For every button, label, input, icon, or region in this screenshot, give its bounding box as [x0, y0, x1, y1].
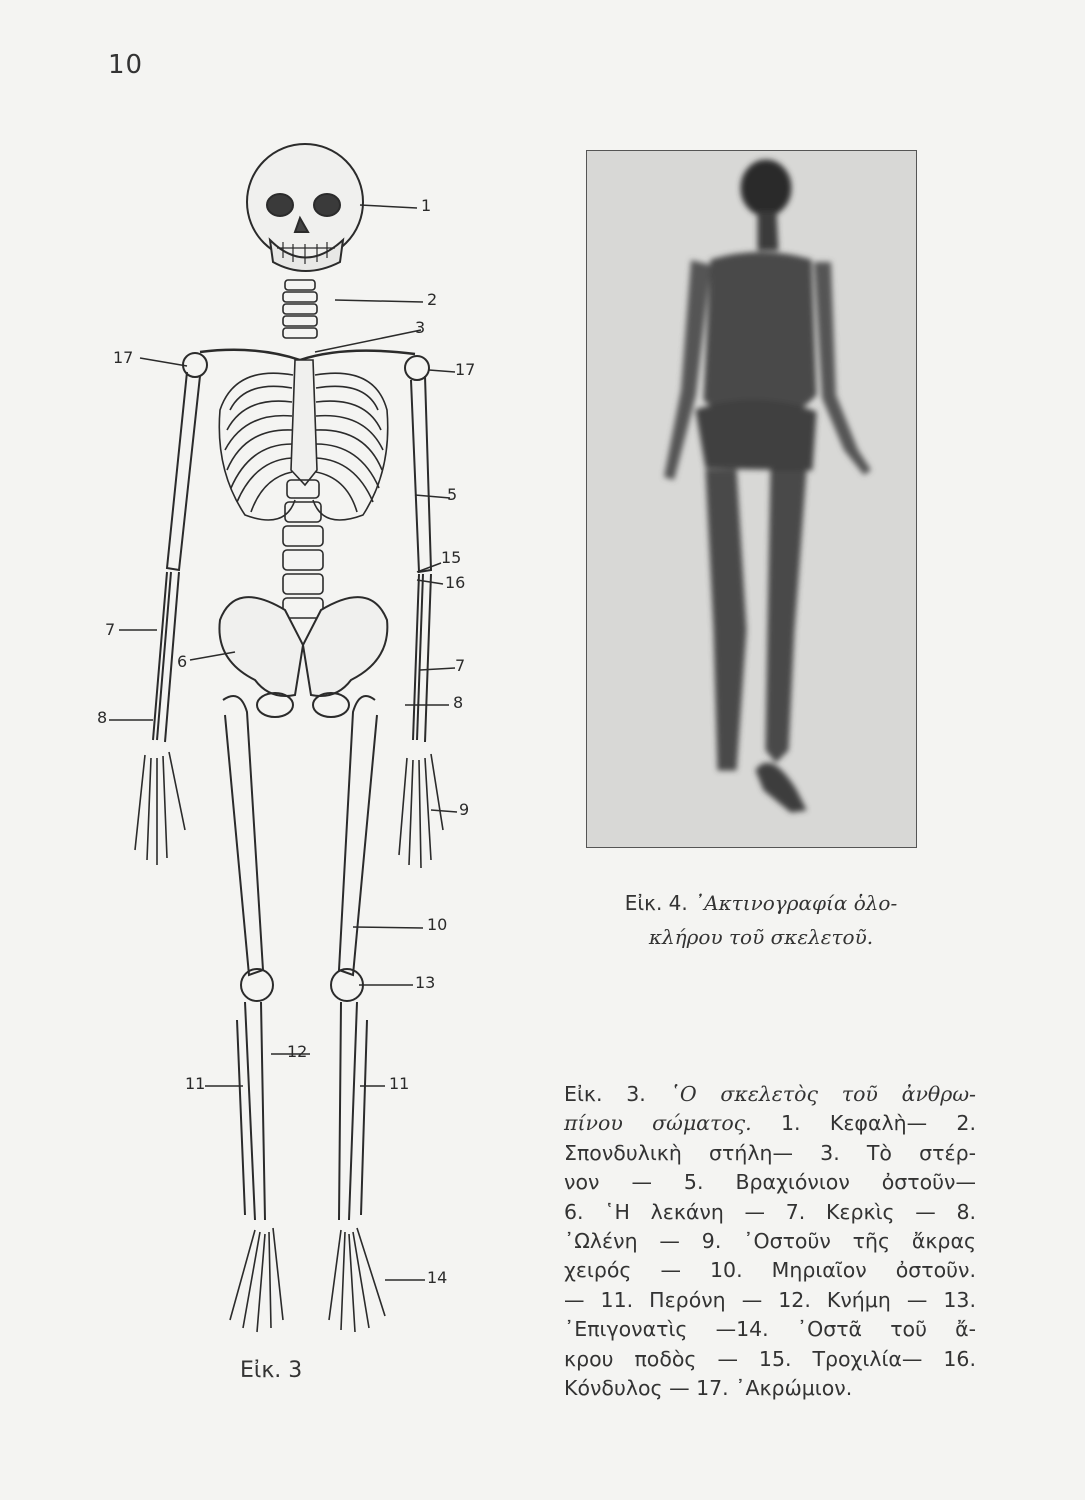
figure-3-caption [564, 1080, 976, 1403]
page-number: 10 [108, 50, 144, 80]
callout-label: 1 [421, 196, 432, 215]
caption-italic: πίνου σώματος. [564, 1111, 752, 1136]
caption-italic: ῾Ο σκελετὸς τοῦ ἀνθρω- [669, 1082, 976, 1106]
callout-label: 8 [97, 708, 108, 727]
callout-label: 10 [427, 915, 448, 934]
caption-line: ᾿Ωλένη — 9. ᾿Οστοῦν τῆς ἄκρας [564, 1229, 976, 1254]
legs [223, 696, 385, 1332]
callout-label: 17 [455, 360, 476, 379]
callout-label: 6 [177, 652, 188, 671]
caption-line: — 11. Περόνη — 12. Κνήμη — 13. [564, 1287, 976, 1312]
callout-label: 9 [459, 800, 470, 819]
xray-image [586, 150, 917, 848]
caption-line: νον — 5. Βραχιόνιον ὀστοῦν— [564, 1170, 976, 1195]
caption-line [564, 1109, 976, 1138]
callout-label: 15 [441, 548, 462, 567]
neck-vertebrae [283, 280, 317, 338]
caption-line: 6. ῾Η λεκάνη — 7. Κερκὶς — 8. [564, 1199, 976, 1224]
callout-label: 11 [185, 1074, 206, 1093]
callout-label: 7 [105, 620, 116, 639]
caption-prefix: Εἰκ. 4. [624, 891, 688, 915]
lumbar-spine [283, 480, 323, 618]
caption-line [564, 1080, 976, 1109]
figure-3-label: Εἰκ. 3 [240, 1358, 303, 1383]
ribcage [219, 360, 387, 520]
callout-label: 17 [113, 348, 134, 367]
callout-label: 3 [415, 318, 426, 337]
skull-drawing [247, 144, 363, 271]
caption-title-part-1: ᾿Ακτινογραφία ὁλο- [694, 891, 898, 915]
caption-line: ᾿Επιγονατὶς —14. ᾿Οστᾶ τοῦ ἄ- [564, 1317, 976, 1342]
callout-label: 12 [287, 1042, 308, 1061]
caption-line: Κόνδυλος — 17. ᾿Ακρώμιον. [564, 1376, 853, 1401]
caption-line: χειρός — 10. Μηριαῖον ὀστοῦν. [564, 1258, 976, 1283]
caption-line: κρου ποδὸς — 15. Τροχιλία— 16. [564, 1346, 976, 1371]
callout-label: 14 [427, 1268, 448, 1287]
figure-4-caption [596, 886, 926, 954]
callout-label: 16 [445, 573, 466, 592]
pelvis [219, 597, 387, 717]
caption-title-part-2: κλήρου τοῦ σκελετοῦ. [648, 925, 874, 949]
callout-label: 13 [415, 973, 436, 992]
callout-label: 7 [455, 656, 466, 675]
caption-prefix: Εἰκ. 3. [564, 1082, 670, 1106]
callout-label: 2 [427, 290, 438, 309]
caption-text: 1. Κεφαλὴ— 2. [751, 1111, 976, 1136]
skeleton-illustration [95, 140, 485, 1390]
callout-label: 5 [447, 485, 458, 504]
callout-label: 8 [453, 693, 464, 712]
callout-label: 11 [389, 1074, 410, 1093]
caption-line: Σπονδυλικὴ στήλη— 3. Τὸ στέρ- [564, 1140, 976, 1165]
